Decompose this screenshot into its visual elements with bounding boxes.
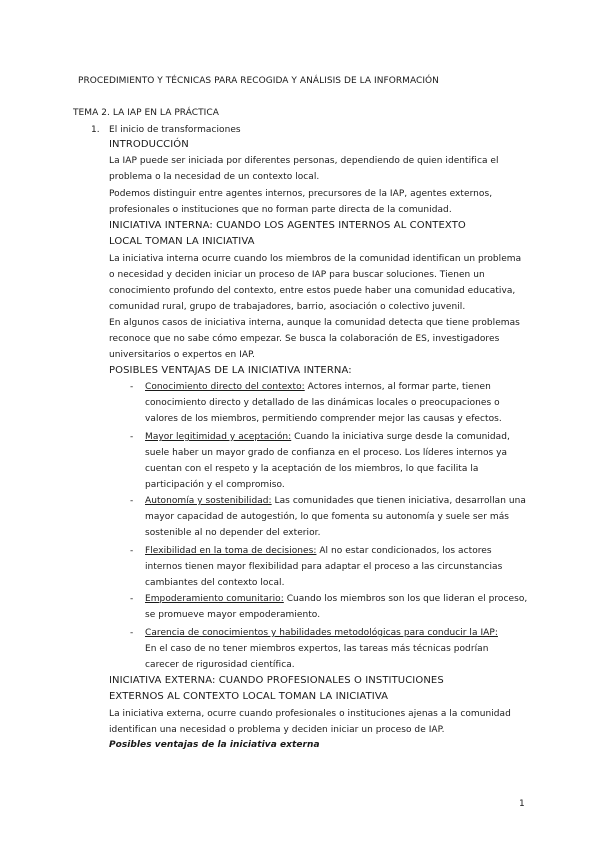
internal-paragraph-line: comunidad rural, grupo de trabajadores, barrio, asociación o colectivo juvenil. xyxy=(109,302,466,312)
bullet-term: Empoderamiento comunitario: xyxy=(145,594,284,604)
external-heading: EXTERNOS AL CONTEXTO LOCAL TOMAN LA INICIATIVA xyxy=(109,691,389,702)
bullet-term: Conocimiento directo del contexto: xyxy=(145,382,305,392)
bullet-item xyxy=(145,545,492,557)
bullet-term: Flexibilidad en la toma de decisiones: xyxy=(145,546,317,556)
bullet-text: Al no estar condicionados, los actores xyxy=(316,546,492,556)
document-title: PROCEDIMIENTO Y TÉCNICAS PARA RECOGIDA Y ANÁLISIS DE LA INFORMACIÓN xyxy=(78,76,439,86)
bullet-text: Cuando la iniciativa surge desde la comunidad, xyxy=(291,432,510,442)
bullet-line: internos tienen mayor flexibilidad para adaptar el proceso a las circunstancias xyxy=(145,562,503,572)
bullet-marker: - xyxy=(130,432,134,442)
advantages-heading: POSIBLES VENTAJAS DE LA INICIATIVA INTERNA: xyxy=(109,365,352,376)
internal-paragraph-line: La iniciativa interna ocurre cuando los miembros de la comunidad identifican un problema xyxy=(109,254,522,264)
bullet-term: Carencia de conocimientos y habilidades metodológicas para conducir la IAP: xyxy=(145,628,498,638)
bullet-item xyxy=(145,381,491,393)
bullet-line: suele haber un mayor grado de confianza en el proceso. Los líderes internos ya xyxy=(145,448,508,458)
bullet-line: cambiantes del contexto local. xyxy=(145,578,285,588)
bullet-text: Cuando los miembros son los que lideran el proceso, xyxy=(283,594,528,604)
internal-heading: INICIATIVA INTERNA: CUANDO LOS AGENTES INTERNOS AL CONTEXTO xyxy=(109,220,466,231)
bullet-line: se promueve mayor empoderamiento. xyxy=(145,610,321,620)
internal-heading: LOCAL TOMAN LA INICIATIVA xyxy=(109,236,255,247)
section-title: El inicio de transformaciones xyxy=(109,125,241,135)
bullet-line: participación y el compromiso. xyxy=(145,480,285,490)
bullet-line: valores de los miembros, permitiendo comprender mejor las causas y efectos. xyxy=(145,414,502,424)
bullet-text: Actores internos, al formar parte, tienen xyxy=(304,382,491,392)
external-advantages-heading: Posibles ventajas de la iniciativa externa xyxy=(109,740,320,750)
intro-paragraph-line: profesionales o instituciones que no forman parte directa de la comunidad. xyxy=(109,205,452,215)
bullet-item xyxy=(145,495,526,507)
bullet-item xyxy=(145,627,498,639)
bullet-marker: - xyxy=(130,382,134,392)
bullet-term: Autonomía y sostenibilidad: xyxy=(145,496,272,506)
internal-paragraph-line: reconoce que no sabe cómo empezar. Se busca la colaboración de ES, investigadores xyxy=(109,334,500,344)
intro-heading: INTRODUCCIÓN xyxy=(109,139,189,150)
bullet-item xyxy=(145,431,510,443)
internal-paragraph-line: universitarios o expertos en IAP. xyxy=(109,350,256,360)
bullet-line: conocimiento directo y detallado de las dinámicas locales o preocupaciones o xyxy=(145,398,500,408)
bullet-text: Las comunidades que tienen iniciativa, desarrollan una xyxy=(271,496,526,506)
external-heading: INICIATIVA EXTERNA: CUANDO PROFESIONALES O INSTITUCIONES xyxy=(109,675,444,686)
external-paragraph-line: La iniciativa externa, ocurre cuando profesionales o instituciones ajenas a la comunidad xyxy=(109,709,511,719)
bullet-marker: - xyxy=(130,628,134,638)
bullet-line: carecer de rigurosidad científica. xyxy=(145,660,295,670)
bullet-line: En el caso de no tener miembros expertos, las tareas más técnicas podrían xyxy=(145,644,489,654)
bullet-marker: - xyxy=(130,496,134,506)
bullet-item xyxy=(145,593,527,605)
internal-paragraph-line: o necesidad y deciden iniciar un proceso de IAP para buscar soluciones. Tienen un xyxy=(109,270,485,280)
bullet-marker: - xyxy=(130,546,134,556)
internal-paragraph-line: conocimiento profundo del contexto, entre estos puede haber una comunidad educativa, xyxy=(109,286,516,296)
topic-title: TEMA 2. LA IAP EN LA PRÁCTICA xyxy=(73,108,219,118)
bullet-line: sostenible al no depender del exterior. xyxy=(145,528,321,538)
intro-paragraph-line: Podemos distinguir entre agentes internos, precursores de la IAP, agentes externos, xyxy=(109,189,493,199)
intro-paragraph-line: problema o la necesidad de un contexto local. xyxy=(109,172,320,182)
bullet-line: mayor capacidad de autogestión, lo que fomenta su autonomía y suele ser más xyxy=(145,512,510,522)
intro-paragraph-line: La IAP puede ser iniciada por diferentes personas, dependiendo de quien identifica el xyxy=(109,156,499,166)
page-number: 1 xyxy=(519,799,525,809)
bullet-term: Mayor legitimidad y aceptación: xyxy=(145,432,292,442)
external-paragraph-line: identifican una necesidad o problema y deciden iniciar un proceso de IAP. xyxy=(109,725,445,735)
bullet-marker: - xyxy=(130,594,134,604)
section-number: 1. xyxy=(91,125,100,135)
bullet-line: cuentan con el respeto y la aceptación de los miembros, lo que facilita la xyxy=(145,464,479,474)
internal-paragraph-line: En algunos casos de iniciativa interna, aunque la comunidad detecta que tiene problemas xyxy=(109,318,520,328)
